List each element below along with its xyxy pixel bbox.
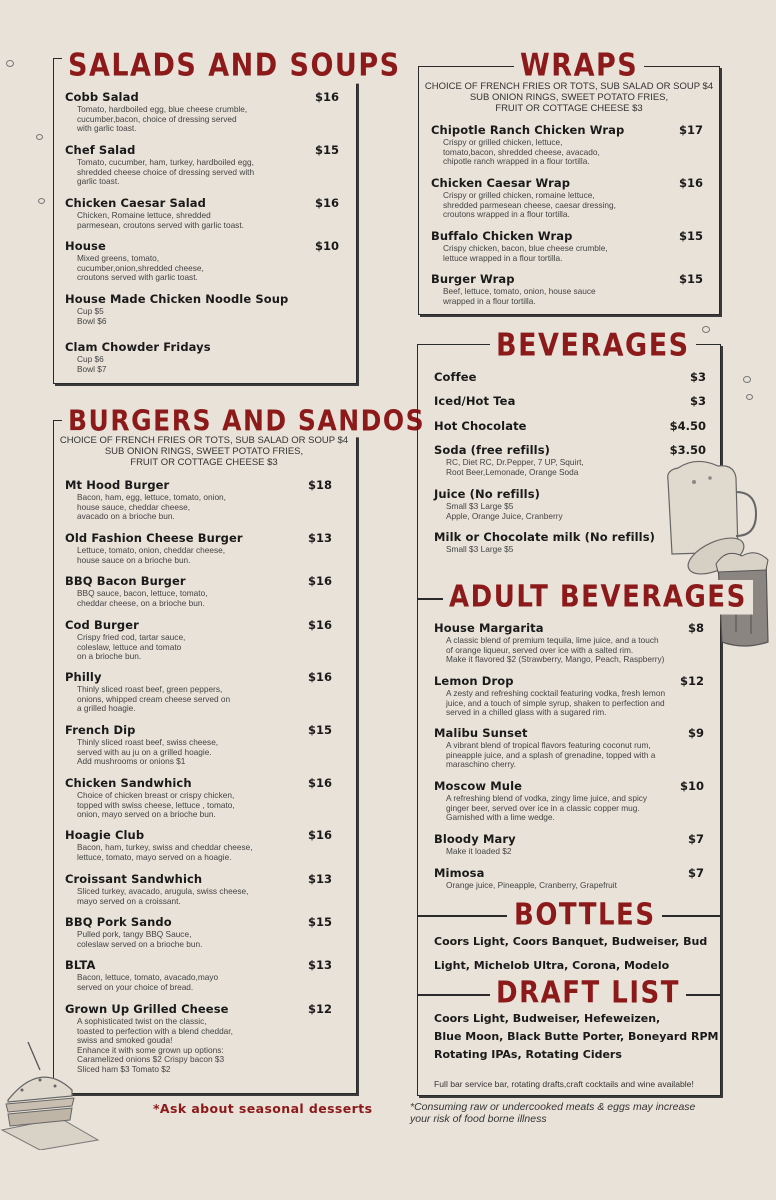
item-name: Croissant Sandwhich xyxy=(65,872,203,886)
item-price: $10 xyxy=(314,239,339,253)
description-line: cheddar cheese, on a brioche bun. xyxy=(77,597,205,608)
item-description xyxy=(65,973,332,992)
item-name: Philly xyxy=(65,670,102,684)
description-line: Chicken, Romaine lettuce, shredded xyxy=(77,210,211,220)
salad-item xyxy=(65,292,339,326)
description-line: on a brioche bun. xyxy=(77,651,142,662)
description-line: Enhance it with some grown up options: xyxy=(77,1044,224,1055)
item-description xyxy=(431,287,703,306)
burgers-title: BURGERS AND SANDOS xyxy=(62,404,431,437)
draft-line: Coors Light, Budweiser, Hefeweizen, xyxy=(434,1012,661,1025)
item-description xyxy=(65,930,332,949)
salads-title: SALADS AND SOUPS xyxy=(62,48,407,84)
item-price: $10 xyxy=(679,779,704,793)
item-name: BBQ Pork Sando xyxy=(65,915,172,929)
beverage-item xyxy=(434,394,706,408)
cocktail-item xyxy=(434,779,704,823)
item-price: $8 xyxy=(687,621,704,635)
description-line: mayo served on a croissant. xyxy=(77,895,181,906)
description-line: A refreshing blend of vodka, zingy lime juice, and spicy xyxy=(446,793,648,803)
burgers-subtitle-line: FRUIT OR COTTAGE CHEESE $3 xyxy=(130,457,278,468)
item-price: $13 xyxy=(307,958,332,972)
burgers-subtitle-line: SUB ONION RINGS, SWEET POTATO FRIES, xyxy=(104,446,304,457)
item-name: BLTA xyxy=(65,958,96,972)
burgers-subtitle-line: CHOICE OF FRENCH FRIES OR TOTS, SUB SALAD OR SOUP $4 xyxy=(59,435,349,446)
item-description xyxy=(65,546,332,565)
description-line: cucumber,bacon, choice of dressing served xyxy=(77,113,237,124)
beverages-title: BEVERAGES xyxy=(490,328,696,364)
item-price: $15 xyxy=(314,143,339,157)
bottles-line: Light, Michelob Ultra, Corona, Modelo xyxy=(434,959,670,972)
item-description xyxy=(434,881,704,891)
description-line: A vibrant blend of tropical flavors featuring coconut rum, xyxy=(446,740,651,750)
burger-illustration xyxy=(0,1040,100,1150)
cocktail-item xyxy=(434,621,704,665)
burgers-subtitle xyxy=(56,435,352,468)
description-line: wrapped in a flour tortilla. xyxy=(443,295,536,306)
decorative-speck xyxy=(702,326,710,333)
item-price: $16 xyxy=(307,618,332,632)
burger-item xyxy=(65,872,332,906)
item-price: $13 xyxy=(307,531,332,545)
description-line: Pulled pork, tangy BBQ Sauce, xyxy=(77,929,192,939)
description-line: Sliced ham $3 Tomato $2 xyxy=(77,1063,171,1074)
item-name: Mt Hood Burger xyxy=(65,478,170,492)
item-description xyxy=(65,254,339,283)
description-line: pineapple juice, and a splash of grenadine, topped with a xyxy=(446,749,656,760)
description-line: Garnished with a lime wedge. xyxy=(446,812,555,823)
item-price: $15 xyxy=(678,272,703,286)
item-price: $15 xyxy=(678,229,703,243)
description-line: Small $3 Large $5 xyxy=(446,501,514,511)
item-name: Chipotle Ranch Chicken Wrap xyxy=(431,123,625,137)
description-line: house sauce on a brioche bun. xyxy=(77,554,191,565)
salad-item xyxy=(65,340,339,374)
item-name: Chicken Caesar Salad xyxy=(65,196,206,210)
description-line: maraschino cherry. xyxy=(446,759,516,770)
description-line: croutons wrapped in a flour tortilla. xyxy=(443,209,570,220)
item-price: $15 xyxy=(307,915,332,929)
description-line: Small $3 Large $5 xyxy=(446,544,514,554)
burger-item xyxy=(65,828,332,862)
wrap-item xyxy=(431,176,703,220)
item-name: Grown Up Grilled Cheese xyxy=(65,1002,229,1016)
item-name: Milk or Chocolate milk (No refills) xyxy=(434,530,656,544)
description-line: avacado on a brioche bun. xyxy=(77,511,175,522)
item-description xyxy=(431,191,703,220)
bar-service-note: Full bar service bar, rotating drafts,craft cocktails and wine available! xyxy=(434,1079,694,1089)
adult-title: ADULT BEVERAGES xyxy=(443,580,753,615)
description-line: A sophisticated twist on the classic, xyxy=(77,1016,207,1026)
bottles-rule-left xyxy=(417,915,507,917)
item-price: $13 xyxy=(307,872,332,886)
description-line: house sauce, cheddar cheese, xyxy=(77,501,191,512)
burger-item xyxy=(65,915,332,949)
bottles-title: BOTTLES xyxy=(508,898,662,933)
item-description xyxy=(65,355,339,374)
item-price: $12 xyxy=(679,674,704,688)
item-description xyxy=(431,244,703,263)
burger-item xyxy=(65,531,332,565)
wrap-item xyxy=(431,229,703,263)
description-line: lettuce wrapped in a flour tortilla. xyxy=(443,252,563,263)
salad-item xyxy=(65,196,339,230)
description-line: served in a chilled glass with a sugared rim. xyxy=(446,707,607,718)
item-description xyxy=(65,158,339,187)
description-line: Crispy fried cod, tartar sauce, xyxy=(77,632,186,642)
cocktail-item xyxy=(434,674,704,718)
description-line: Crispy chicken, bacon, blue cheese crumble, xyxy=(443,243,608,253)
item-name: House Margarita xyxy=(434,621,544,635)
item-name: Moscow Mule xyxy=(434,779,523,793)
item-description xyxy=(65,211,339,230)
item-description xyxy=(65,1017,332,1075)
item-name: Cobb Salad xyxy=(65,90,139,104)
item-name: Chef Salad xyxy=(65,143,136,157)
description-line: Bowl $7 xyxy=(77,363,107,374)
description-line: tomato,bacon, shredded cheese, avacado, xyxy=(443,146,600,157)
item-description xyxy=(65,887,332,906)
item-name: Burger Wrap xyxy=(431,272,515,286)
item-name: Coffee xyxy=(434,370,477,384)
decorative-speck xyxy=(38,198,45,204)
bottles-line: Coors Light, Coors Banquet, Budweiser, Bud xyxy=(434,935,708,948)
wraps-subtitle-line: CHOICE OF FRENCH FRIES OR TOTS, SUB SALAD OR SOUP $4 xyxy=(424,81,714,92)
item-price: $17 xyxy=(678,123,703,137)
burger-item xyxy=(65,723,332,767)
wraps-subtitle-line: FRUIT OR COTTAGE CHEESE $3 xyxy=(495,103,643,114)
item-name: Buffalo Chicken Wrap xyxy=(431,229,573,243)
decorative-speck xyxy=(746,394,753,400)
cocktail-item xyxy=(434,866,704,891)
description-line: Tomato, cucumber, ham, turkey, hardboiled egg, xyxy=(77,157,254,167)
warning-line: your risk of food borne illness xyxy=(410,1113,547,1125)
description-line: Beef, lettuce, tomato, onion, house sauce xyxy=(443,286,596,296)
cocktail-item xyxy=(434,726,704,770)
description-line: Root Beer,Lemonade, Orange Soda xyxy=(446,466,579,477)
burger-item xyxy=(65,670,332,714)
item-price: $16 xyxy=(307,828,332,842)
description-line: Cup $5 xyxy=(77,306,104,316)
item-name: Juice (No refills) xyxy=(434,487,541,501)
description-line: coleslaw, lettuce and tomato xyxy=(77,641,182,652)
item-price: $12 xyxy=(307,1002,332,1016)
description-line: A zesty and refreshing cocktail featuring vodka, fresh lemon xyxy=(446,688,666,698)
item-description xyxy=(434,636,704,665)
description-line: Crispy or grilled chicken, lettuce, xyxy=(443,137,563,147)
item-name: French Dip xyxy=(65,723,136,737)
item-description xyxy=(65,738,332,767)
description-line: parmesean, croutons served with garlic toast. xyxy=(77,219,244,230)
description-line: Mixed greens, tomato, xyxy=(77,253,160,263)
description-line: Bacon, lettuce, tomato, avacado,mayo xyxy=(77,972,219,982)
description-line: Choice of chicken breast or crispy chicken, xyxy=(77,790,235,800)
description-line: A classic blend of premium tequila, lime juice, and a touch xyxy=(446,635,659,645)
item-price: $3 xyxy=(689,394,706,408)
description-line: juice, and a touch of simple syrup, shaken to perfection and xyxy=(446,697,665,708)
item-name: Lemon Drop xyxy=(434,674,514,688)
description-line: onion, mayo served on a brioche bun. xyxy=(77,809,216,820)
draft-line: Rotating IPAs, Rotating Ciders xyxy=(434,1048,622,1061)
item-price: $16 xyxy=(307,670,332,684)
item-name: Mimosa xyxy=(434,866,485,880)
description-line: onions, whipped cream cheese served on xyxy=(77,693,231,704)
item-price: $16 xyxy=(307,776,332,790)
description-line: Thinly sliced roast beef, green peppers, xyxy=(77,684,223,694)
item-price: $3.50 xyxy=(669,443,706,457)
description-line: a grilled hoagie. xyxy=(77,703,136,714)
item-name: Soda (free refills) xyxy=(434,443,551,457)
item-name: Clam Chowder Fridays xyxy=(65,340,211,354)
description-line: coleslaw served on a brioche bun. xyxy=(77,938,203,949)
item-description xyxy=(434,847,704,857)
item-price: $15 xyxy=(307,723,332,737)
item-name: Chicken Sandwhich xyxy=(65,776,192,790)
item-price: $16 xyxy=(678,176,703,190)
draft-rule-left xyxy=(417,994,493,996)
decorative-speck xyxy=(743,376,751,383)
description-line: with garlic toast. xyxy=(77,123,137,134)
wraps-subtitle-line: SUB ONION RINGS, SWEET POTATO FRIES, xyxy=(469,92,669,103)
draft-title: DRAFT LIST xyxy=(490,976,686,1011)
description-line: of orange liqueur, served over ice with a salted rim. xyxy=(446,644,634,655)
description-line: Lettuce, tomato, onion, cheddar cheese, xyxy=(77,545,226,555)
item-description xyxy=(431,138,703,167)
decorative-speck xyxy=(36,134,43,140)
description-line: ginger beer, served over ice in a classic copper mug. xyxy=(446,802,640,813)
item-name: Bloody Mary xyxy=(434,832,516,846)
item-name: Hoagie Club xyxy=(65,828,145,842)
wraps-subtitle xyxy=(420,81,718,114)
item-description xyxy=(434,689,704,718)
wrap-item xyxy=(431,123,703,167)
item-name: Chicken Caesar Wrap xyxy=(431,176,571,190)
desserts-note: *Ask about seasonal desserts xyxy=(153,1101,373,1116)
warning-line: *Consuming raw or undercooked meats & eggs may increase xyxy=(410,1101,696,1113)
description-line: Bacon, ham, turkey, swiss and cheddar cheese, xyxy=(77,842,253,852)
item-description xyxy=(65,685,332,714)
item-description xyxy=(65,589,332,608)
description-line: Crispy or grilled chicken, romaine lettuce, xyxy=(443,190,595,200)
description-line: Cup $6 xyxy=(77,354,104,364)
item-description xyxy=(65,791,332,820)
description-line: Bowl $6 xyxy=(77,315,107,326)
item-name: Hot Chocolate xyxy=(434,419,527,433)
burger-item xyxy=(65,478,332,522)
salad-item xyxy=(65,90,339,134)
item-name: House Made Chicken Noodle Soup xyxy=(65,292,289,306)
description-line: topped with swiss cheese, lettuce , tomato, xyxy=(77,799,235,810)
raw-food-warning xyxy=(410,1101,695,1125)
burger-item xyxy=(65,618,332,662)
description-line: Add mushrooms or onions $1 xyxy=(77,756,186,767)
item-name: House xyxy=(65,239,106,253)
burger-item xyxy=(65,776,332,820)
item-name: Malibu Sunset xyxy=(434,726,528,740)
description-line: Orange juice, Pineapple, Cranberry, Grapefruit xyxy=(446,880,617,890)
item-description xyxy=(65,633,332,662)
item-price: $7 xyxy=(687,832,704,846)
item-name: Iced/Hot Tea xyxy=(434,394,516,408)
description-line: Thinly sliced roast beef, swiss cheese, xyxy=(77,737,219,747)
salad-item xyxy=(65,143,339,187)
description-line: RC, Diet RC, Dr.Pepper, 7 UP, Squirt, xyxy=(446,457,584,467)
description-line: chipotle ranch wrapped in a flour tortilla. xyxy=(443,156,590,167)
burger-item xyxy=(65,1002,332,1075)
description-line: croutons served with garlic toast. xyxy=(77,272,198,283)
burger-item xyxy=(65,574,332,608)
item-price: $3 xyxy=(689,370,706,384)
description-line: shredded cheese choice of dressing served with xyxy=(77,166,255,177)
description-line: served on your choice of bread. xyxy=(77,981,194,992)
beverage-item xyxy=(434,419,706,433)
description-line: toasted to perfection with a blend cheddar, xyxy=(77,1025,233,1036)
description-line: Make it loaded $2 xyxy=(446,846,512,856)
description-line: Bacon, ham, egg, lettuce, tomato, onion, xyxy=(77,492,226,502)
item-name: Old Fashion Cheese Burger xyxy=(65,531,243,545)
item-price: $4.50 xyxy=(669,419,706,433)
description-line: shredded parmesean cheese, caesar dressing, xyxy=(443,199,616,210)
item-name: BBQ Bacon Burger xyxy=(65,574,186,588)
item-price: $16 xyxy=(314,196,339,210)
description-line: Caramelized onions $2 Crispy bacon $3 xyxy=(77,1054,225,1065)
description-line: Sliced turkey, avacado, arugula, swiss cheese, xyxy=(77,886,249,896)
draft-line: Blue Moon, Black Butte Porter, Boneyard RPM xyxy=(434,1030,719,1043)
beverage-item xyxy=(434,370,706,384)
description-line: Make it flavored $2 (Strawberry, Mango, Peach, Raspberry) xyxy=(446,654,665,665)
item-price: $9 xyxy=(687,726,704,740)
cocktail-item xyxy=(434,832,704,857)
item-description xyxy=(65,493,332,522)
description-line: Tomato, hardboiled egg, blue cheese crumble, xyxy=(77,104,248,114)
item-price: $7 xyxy=(687,866,704,880)
description-line: BBQ sauce, bacon, lettuce, tomato, xyxy=(77,588,208,598)
description-line: cucumber,onion,shredded cheese, xyxy=(77,262,204,273)
burger-item xyxy=(65,958,332,992)
item-name: Cod Burger xyxy=(65,618,139,632)
item-description xyxy=(65,843,332,862)
description-line: served with au ju on a grilled hoagie. xyxy=(77,746,212,757)
wrap-item xyxy=(431,272,703,306)
description-line: garlic toast. xyxy=(77,176,120,187)
description-line: Apple, Orange Juice, Cranberry xyxy=(446,510,563,521)
item-price: $18 xyxy=(307,478,332,492)
item-price: $16 xyxy=(314,90,339,104)
item-description xyxy=(434,794,704,823)
decorative-speck xyxy=(6,60,14,67)
wraps-title: WRAPS xyxy=(514,48,644,84)
description-line: lettuce, tomato, mayo served on a hoagie. xyxy=(77,851,232,862)
item-description xyxy=(434,741,704,770)
salad-item xyxy=(65,239,339,283)
item-description xyxy=(65,307,339,326)
description-line: swiss and smoked gouda! xyxy=(77,1035,173,1046)
item-description xyxy=(65,105,339,134)
item-price: $16 xyxy=(307,574,332,588)
